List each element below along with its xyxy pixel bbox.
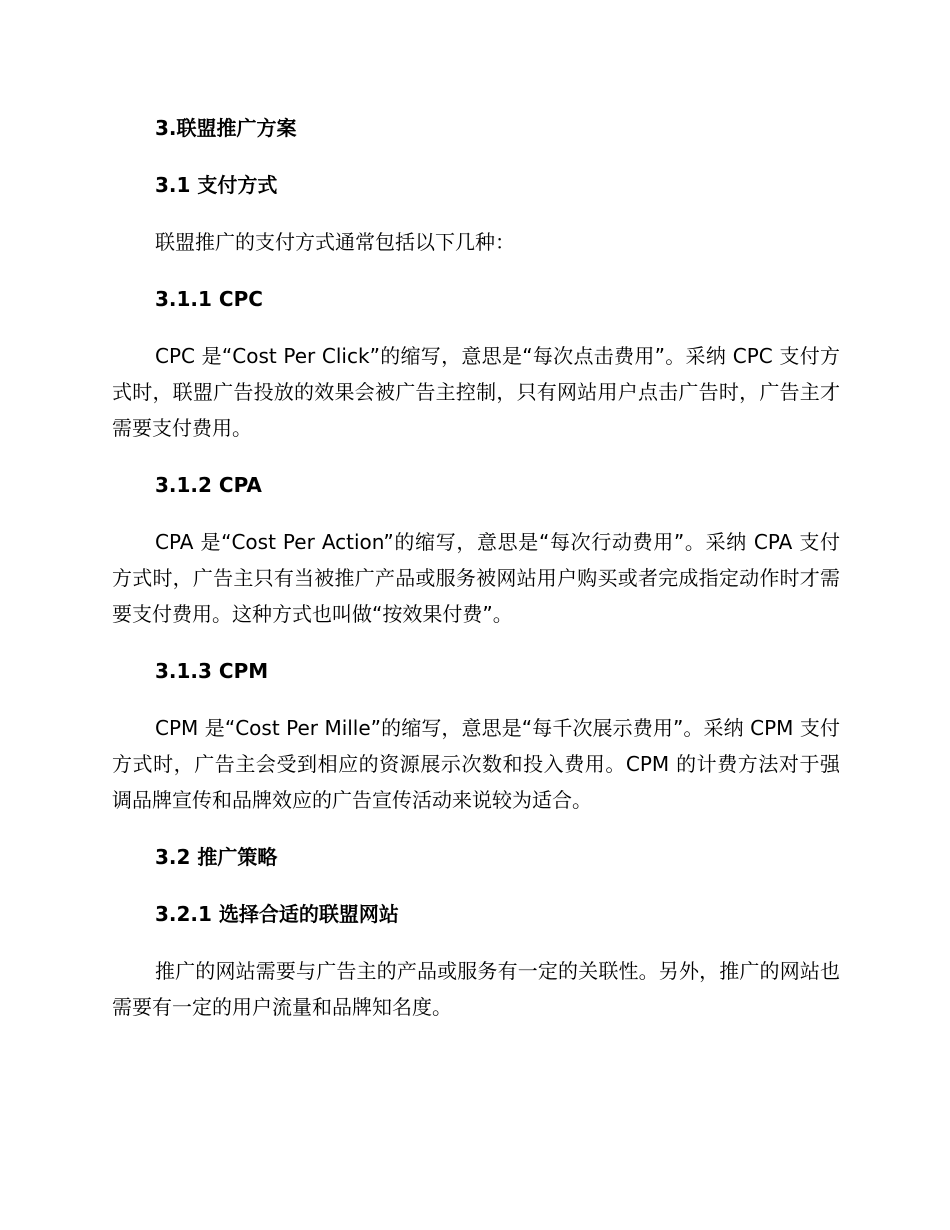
section-heading-3-1-2: 3.1.2 CPA (155, 473, 262, 497)
paragraph-cpm: CPM 是“Cost Per Mille”的缩写，意思是“每千次展示费用”。采纳 CPM 支付方式时，广告主会受到相应的资源展示次数和投入费用。CPM 的计费方法对于强调品牌宣传和品牌效应的广告宣传活动来说较为适合。 (112, 716, 840, 812)
section-heading-3-1-1: 3.1.1 CPC (155, 287, 263, 311)
section-heading-3: 3.联盟推广方案 (155, 116, 297, 140)
section-heading-3-1: 3.1 支付方式 (155, 173, 278, 197)
section-heading-3-2-1: 3.2.1 选择合适的联盟网站 (155, 902, 399, 926)
paragraph-cpc: CPC 是“Cost Per Click”的缩写，意思是“每次点击费用”。采纳 CPC 支付方式时，联盟广告投放的效果会被广告主控制，只有网站用户点击广告时，广告主才需要支付费用。 (112, 344, 840, 440)
paragraph-cpa: CPA 是“Cost Per Action”的缩写，意思是“每次行动费用”。采纳 CPA 支付方式时，广告主只有当被推广产品或服务被网站用户购买或者完成指定动作时才需要支付费用。这种方式也叫做“按效果付费”。 (112, 530, 840, 626)
paragraph-site-selection: 推广的网站需要与广告主的产品或服务有一定的关联性。另外，推广的网站也需要有一定的用户流量和品牌知名度。 (112, 959, 840, 1019)
section-heading-3-1-3: 3.1.3 CPM (155, 659, 269, 683)
paragraph-intro: 联盟推广的支付方式通常包括以下几种： (155, 230, 515, 254)
section-heading-3-2: 3.2 推广策略 (155, 845, 278, 869)
document-body (112, 110, 840, 1046)
